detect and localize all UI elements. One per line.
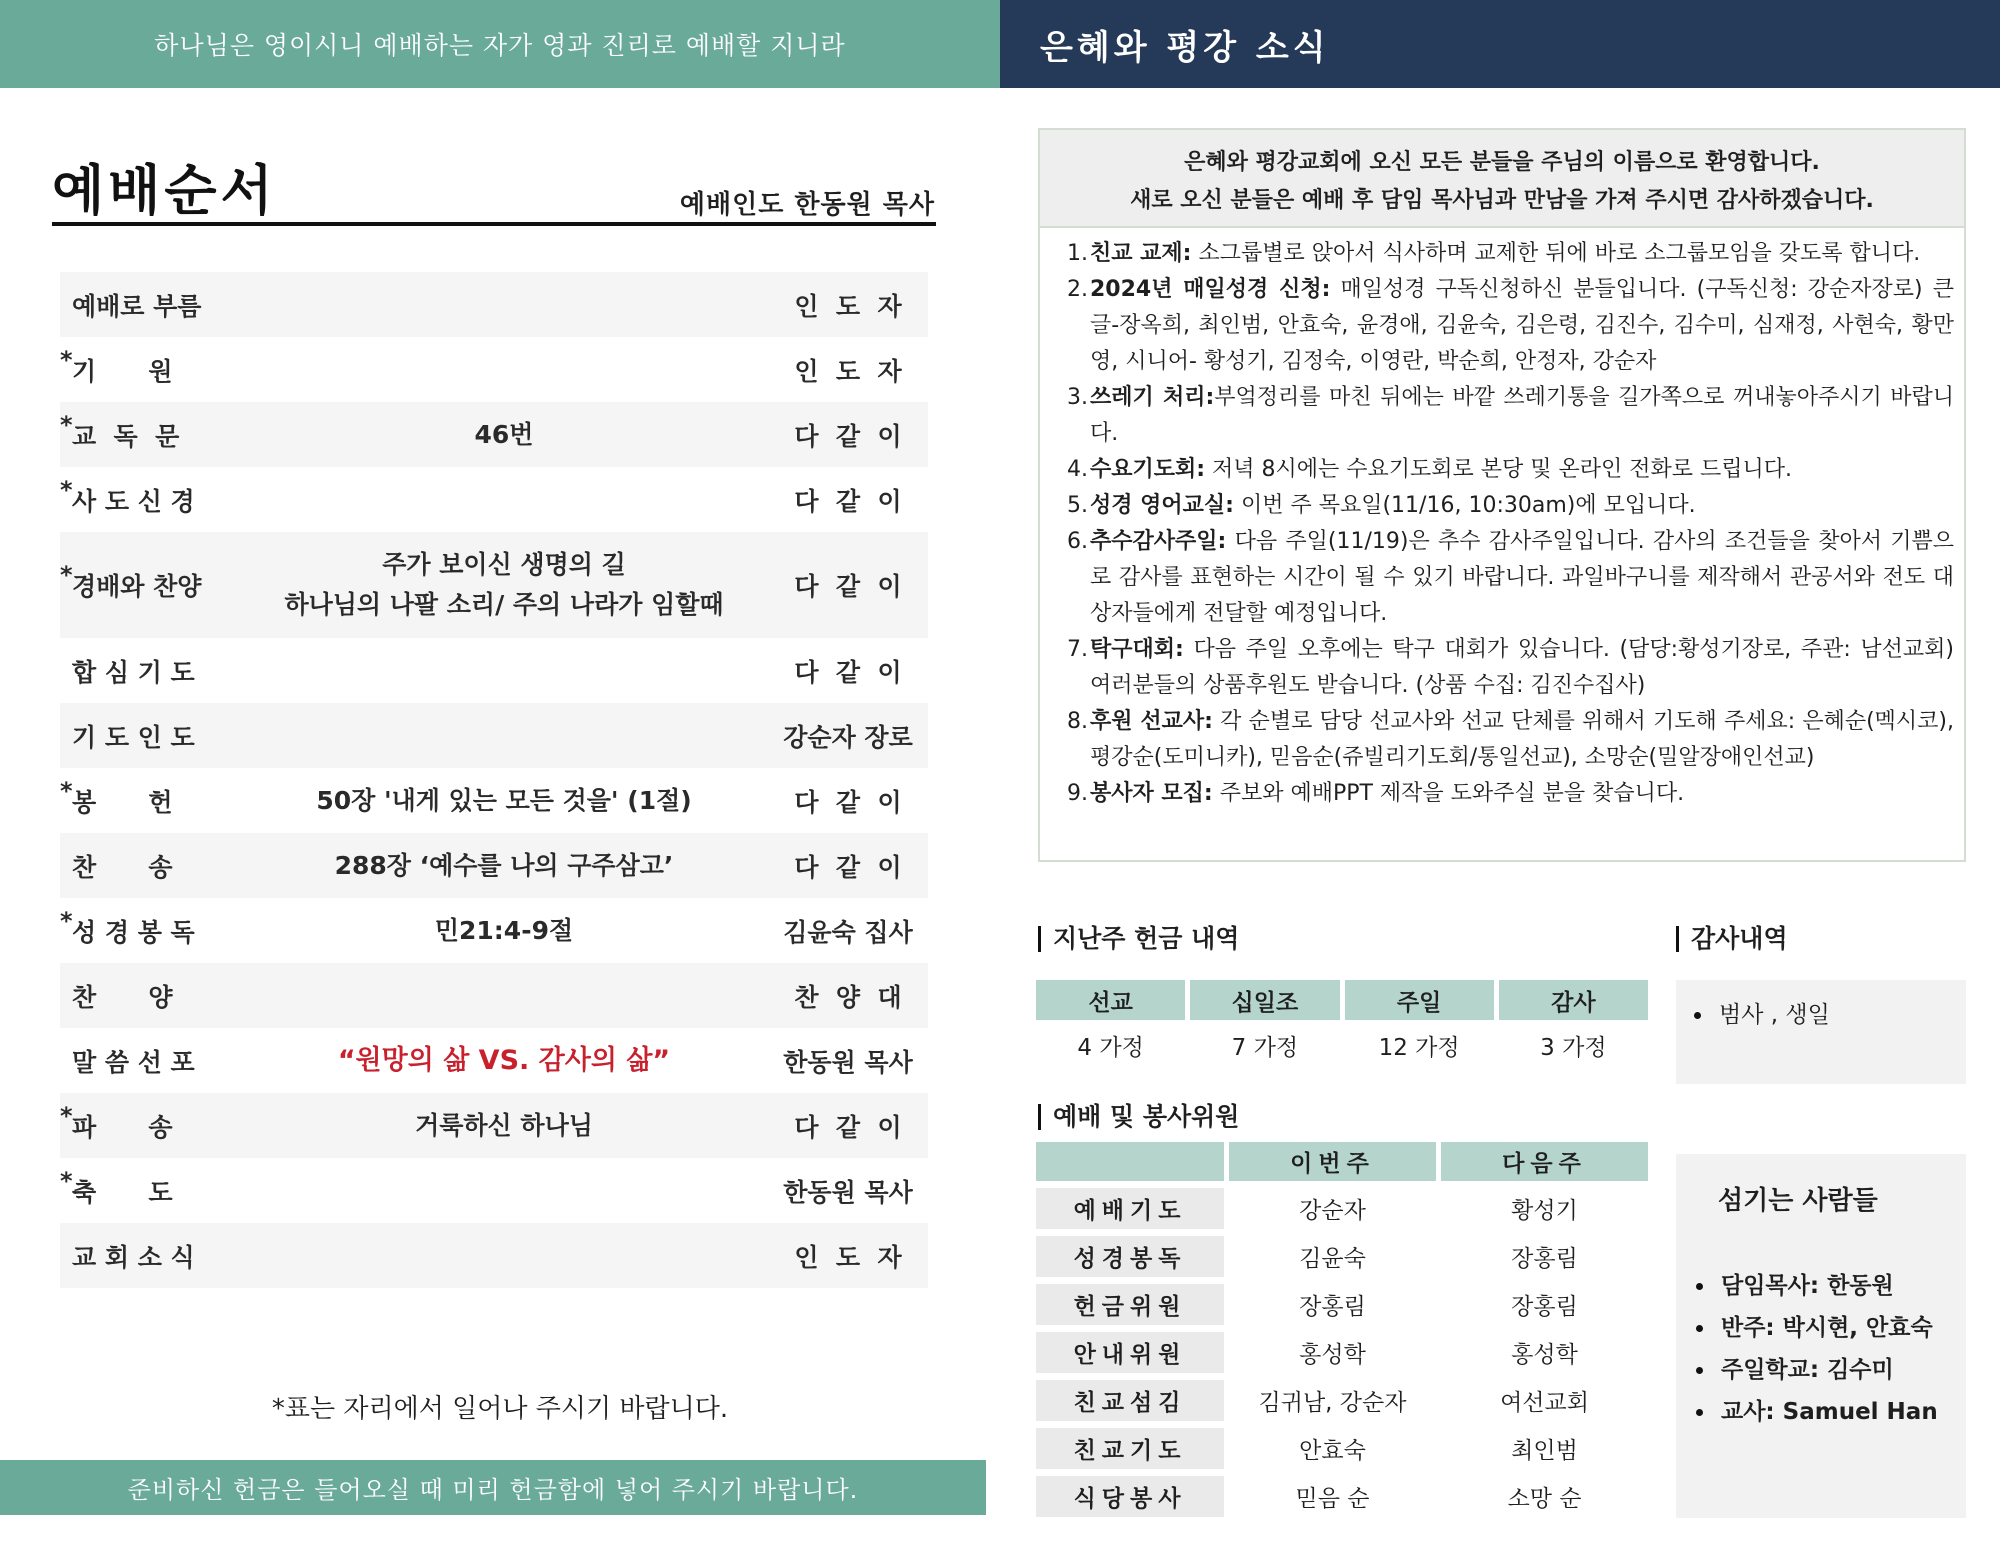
news-key: 추수감사주일:: [1090, 529, 1227, 554]
volunteer-role: 친교기도: [1036, 1428, 1224, 1469]
volunteer-next-week: 최인범: [1511, 1438, 1578, 1464]
news-key: 성경 영어교실:: [1090, 493, 1234, 518]
news-body: [1088, 272, 1954, 380]
order-label-text: 말 씀 선 포: [72, 1047, 195, 1077]
news-box: [1038, 128, 1966, 862]
stand-note: *표는 자리에서 일어나 주시기 바랍니다.: [271, 1394, 729, 1424]
news-body: [1088, 236, 1954, 272]
news-item: [1064, 236, 1954, 272]
welcome-message: [1040, 130, 1964, 228]
title-divider: [52, 222, 936, 226]
order-label: [60, 978, 240, 1014]
news-text: 부엌정리를 마친 뒤에는 바깥 쓰레기통을 길가쪽으로 꺼내놓아주시기 바랍니다.: [1090, 385, 1954, 446]
order-row: [60, 963, 928, 1028]
volunteer-role: 헌금위원: [1036, 1284, 1224, 1325]
news-item: [1064, 272, 1954, 380]
order-person: 찬 양 대: [794, 982, 902, 1012]
order-label: [60, 1166, 240, 1209]
order-content: 288장 ‘예수를 나의 구주삼고’: [334, 850, 674, 880]
volunteer-header: 이번주: [1229, 1142, 1436, 1181]
worship-order-table: [60, 272, 928, 1288]
required-stand-mark: *: [60, 1101, 73, 1130]
order-label: [60, 718, 240, 754]
required-stand-mark: *: [60, 776, 73, 805]
news-list: [1040, 228, 1964, 812]
order-label-text: 파 송: [72, 1112, 173, 1142]
order-person: 다 같 이: [794, 787, 902, 817]
thanks-box: [1676, 980, 1966, 1084]
order-label-text: 찬 송: [72, 852, 173, 882]
order-label: [60, 287, 240, 323]
order-label-text: 예배로 부름: [72, 291, 202, 321]
news-number: 6.: [1067, 529, 1088, 554]
thanks-section-title: 감사내역: [1676, 926, 1788, 952]
volunteer-this-week: 홍성학: [1299, 1342, 1366, 1368]
news-item: [1064, 488, 1954, 524]
servants-list: [1688, 1265, 1966, 1433]
order-label: [60, 1101, 240, 1144]
order-person: 다 같 이: [794, 572, 902, 601]
news-banner: [1000, 0, 2000, 88]
required-stand-mark: *: [60, 906, 73, 935]
list-item-text: 범사 , 생일: [1719, 1002, 1830, 1028]
news-key: 쓰레기 처리:: [1090, 385, 1215, 410]
order-label: [60, 906, 240, 949]
servants-box: [1676, 1154, 1966, 1518]
volunteer-this-week: 믿음 순: [1295, 1486, 1370, 1512]
offering-header: 감사: [1499, 980, 1648, 1020]
volunteer-role: 친교섬김: [1036, 1380, 1224, 1421]
news-text: 매일성경 구독신청하신 분들입니다. (구독신청: 강순자장로) 큰글-장옥희, 최인범, 안효숙, 윤경애, 김윤숙, 김은령, 김진수, 김수미, 심재정, 사현숙, 황만영, 시니어- 황성기, 김정숙, 이영란, 박순희, 안정자, 강순자: [1090, 277, 1954, 374]
scripture-banner: [0, 0, 1000, 88]
order-label-text: 축 도: [72, 1177, 173, 1207]
volunteer-this-week: 김윤숙: [1299, 1246, 1366, 1272]
news-item: [1064, 380, 1954, 452]
order-content: 민21:4-9절: [434, 915, 574, 945]
order-label-text: 성 경 봉 독: [72, 917, 195, 947]
offering-section-title: 지난주 헌금 내역: [1038, 926, 1239, 952]
thanks-list: [1686, 994, 1966, 1036]
news-key: 후원 선교사:: [1090, 709, 1213, 734]
servants-title: 섬기는 사람들: [1718, 1186, 1878, 1216]
volunteer-next-week: 홍성학: [1511, 1342, 1578, 1368]
order-person: 강순자 장로: [783, 722, 913, 752]
order-label-text: 기 원: [72, 356, 173, 386]
order-label: [60, 1043, 240, 1079]
order-row: [60, 1158, 928, 1223]
order-label: [60, 475, 240, 518]
order-person: 인 도 자: [794, 356, 902, 386]
order-row: [60, 703, 928, 768]
news-item: [1064, 632, 1954, 704]
required-stand-mark: *: [60, 1166, 73, 1195]
order-person: 인 도 자: [794, 291, 902, 321]
volunteer-section-title: 예배 및 봉사위원: [1038, 1104, 1239, 1130]
news-number: 9.: [1067, 781, 1088, 806]
order-person: 다 같 이: [794, 657, 902, 687]
order-label-text: 경배와 찬양: [72, 572, 202, 601]
bullet-icon: [1696, 1283, 1703, 1290]
news-text: 소그룹별로 앉아서 식사하며 교제한 뒤에 바로 소그룹모임을 갖도록 합니다.: [1191, 241, 1921, 266]
order-row: [60, 1223, 928, 1288]
order-person: 다 같 이: [794, 1112, 902, 1142]
volunteer-this-week: 강순자: [1299, 1198, 1366, 1224]
order-label: [60, 410, 240, 453]
order-row: [60, 833, 928, 898]
news-number: 8.: [1067, 709, 1088, 734]
order-content: 주가 보이신 생명의 길 하나님의 나팔 소리/ 주의 나라가 임할때: [284, 550, 724, 619]
volunteer-role: 안내위원: [1036, 1332, 1224, 1373]
list-item: [1688, 1265, 1966, 1307]
news-number: 5.: [1067, 493, 1088, 518]
order-person: 다 같 이: [794, 852, 902, 882]
offering-header: 주일: [1345, 980, 1494, 1020]
news-number: 1.: [1067, 241, 1088, 266]
list-item-text: 주일학교: 김수미: [1721, 1357, 1894, 1383]
required-stand-mark: *: [60, 345, 73, 374]
order-label-text: 합 심 기 도: [72, 657, 195, 687]
volunteer-role: 예배기도: [1036, 1188, 1224, 1229]
news-number: 4.: [1067, 457, 1088, 482]
order-row: [60, 898, 928, 963]
order-row: [60, 272, 928, 337]
order-label-text: 교 독 문: [72, 421, 180, 451]
news-key: 봉사자 모집:: [1090, 781, 1213, 806]
volunteer-next-week: 장홍림: [1511, 1246, 1578, 1272]
volunteer-table: [1036, 1142, 1648, 1517]
news-text: 각 순별로 담당 선교사와 선교 단체를 위해서 기도해 주세요: 은혜순(멕시코), 평강순(도미니카), 믿음순(쥬빌리기도회/통일선교), 소망순(밀알장애인선교): [1090, 709, 1954, 770]
bullet-icon: [1694, 1012, 1701, 1019]
news-item: [1064, 524, 1954, 632]
volunteer-next-week: 황성기: [1511, 1198, 1578, 1224]
order-row: [60, 402, 928, 467]
order-label-text: 봉 헌: [72, 787, 173, 817]
news-item: [1064, 776, 1954, 812]
order-person: 한동원 목사: [783, 1047, 913, 1077]
news-item: [1064, 704, 1954, 776]
offering-footer: [0, 1460, 986, 1515]
order-row: [60, 337, 928, 402]
volunteer-header: [1036, 1142, 1224, 1181]
required-stand-mark: *: [60, 561, 73, 589]
required-stand-mark: *: [60, 475, 73, 504]
volunteer-header: 다음주: [1441, 1142, 1648, 1181]
list-item: [1688, 1307, 1966, 1349]
news-text: 저녁 8시에는 수요기도회로 본당 및 온라인 전화로 드립니다.: [1205, 457, 1793, 482]
order-label: [60, 653, 240, 689]
order-label-text: 찬 양: [72, 982, 173, 1012]
list-item: [1686, 994, 1966, 1036]
news-key: 수요기도회:: [1090, 457, 1206, 482]
page-title: 예배순서: [52, 159, 277, 222]
volunteer-role: 식당봉사: [1036, 1476, 1224, 1517]
sermon-title: “원망의 삶 VS. 감사의 삶”: [337, 1044, 671, 1076]
required-stand-mark: *: [60, 410, 73, 439]
list-item-text: 담임목사: 한동원: [1721, 1273, 1894, 1299]
news-text: 다음 주일 오후에는 탁구 대회가 있습니다. (담당:황성기장로, 주관: 남선교회) 여러분들의 상품후원도 받습니다. (상품 수집: 김진수집사): [1090, 637, 1954, 698]
order-row: [60, 1028, 928, 1093]
order-person: 한동원 목사: [783, 1177, 913, 1207]
list-item: [1688, 1349, 1966, 1391]
news-body: [1088, 524, 1954, 632]
offering-header: 십일조: [1190, 980, 1339, 1020]
volunteer-next-week: 여선교회: [1500, 1390, 1589, 1416]
news-key: 탁구대회:: [1090, 637, 1184, 662]
news-number: 3.: [1067, 385, 1088, 410]
bullet-icon: [1696, 1325, 1703, 1332]
volunteer-this-week: 장홍림: [1299, 1294, 1366, 1320]
volunteer-role: 성경봉독: [1036, 1236, 1224, 1277]
news-body: [1088, 704, 1954, 776]
offering-value: 12 가정: [1378, 1034, 1460, 1061]
order-row: [60, 768, 928, 833]
offering-value: 3 가정: [1540, 1034, 1607, 1061]
welcome-line: 새로 오신 분들은 예배 후 담임 목사님과 만남을 가져 주시면 감사하겠습니다.: [1130, 188, 1874, 213]
list-item: [1688, 1391, 1966, 1433]
order-label: [60, 561, 240, 603]
bullet-icon: [1696, 1409, 1703, 1416]
news-text: 이번 주 목요일(11/16, 10:30am)에 모입니다.: [1233, 493, 1696, 518]
news-key: 친교 교제:: [1090, 241, 1192, 266]
order-label: [60, 776, 240, 819]
news-body: [1088, 488, 1954, 524]
news-key: 2024년 매일성경 신청:: [1090, 277, 1331, 302]
welcome-line: 은혜와 평강교회에 오신 모든 분들을 주님의 이름으로 환영합니다.: [1184, 150, 1820, 175]
order-row: [60, 467, 928, 532]
offering-header: 선교: [1036, 980, 1185, 1020]
offering-value: 7 가정: [1231, 1034, 1299, 1061]
offering-table: [1036, 980, 1648, 1070]
order-content: 46번: [474, 419, 534, 449]
bullet-icon: [1696, 1367, 1703, 1374]
list-item-text: 교사: Samuel Han: [1721, 1399, 1938, 1425]
news-item: [1064, 452, 1954, 488]
order-row: [60, 532, 928, 638]
order-label: [60, 1238, 240, 1274]
volunteer-next-week: 장홍림: [1511, 1294, 1578, 1320]
volunteer-next-week: 소망 순: [1507, 1486, 1582, 1512]
news-body: [1088, 452, 1954, 488]
news-number: 2.: [1067, 277, 1088, 302]
news-number: 7.: [1067, 637, 1088, 662]
news-banner-text: 은혜와 평강 소식: [1040, 27, 1330, 68]
offering-footer-text: 준비하신 헌금은 들어오실 때 미리 헌금함에 넣어 주시기 바랍니다.: [127, 1476, 859, 1504]
offering-value: 4 가정: [1077, 1034, 1144, 1061]
worship-leader: 예배인도 한동원 목사: [679, 190, 935, 220]
scripture-banner-text: 하나님은 영이시니 예배하는 자가 영과 진리로 예배할 지니라: [154, 31, 846, 60]
news-body: [1088, 632, 1954, 704]
order-person: 김윤숙 집사: [783, 917, 913, 947]
volunteer-this-week: 안효숙: [1299, 1438, 1366, 1464]
order-row: [60, 1093, 928, 1158]
order-row: [60, 638, 928, 703]
order-label-text: 사 도 신 경: [72, 486, 195, 516]
order-person: 인 도 자: [794, 1242, 902, 1272]
order-label: [60, 848, 240, 884]
news-text: 주보와 예배PPT 제작을 도와주실 분을 찾습니다.: [1212, 781, 1685, 806]
news-body: [1088, 380, 1954, 452]
volunteer-this-week: 김귀남, 강순자: [1258, 1390, 1407, 1416]
order-content: 50장 '내게 있는 모든 것을' (1절): [316, 785, 692, 815]
news-text: 다음 주일(11/19)은 추수 감사주일입니다. 감사의 조건들을 찾아서 기쁨으로 감사를 표현하는 시간이 될 수 있기 바랍니다. 과일바구니를 제작해서 관공서와 전도 대상자들에게 전달할 예정입니다.: [1090, 529, 1954, 626]
order-label-text: 기 도 인 도: [72, 722, 195, 752]
news-body: [1088, 776, 1954, 812]
list-item-text: 반주: 박시현, 안효숙: [1721, 1315, 1933, 1341]
order-person: 다 같 이: [794, 421, 902, 451]
order-content: 거룩하신 하나님: [415, 1110, 593, 1140]
order-label-text: 교 회 소 식: [72, 1242, 195, 1272]
order-person: 다 같 이: [794, 486, 902, 516]
order-label: [60, 345, 240, 388]
